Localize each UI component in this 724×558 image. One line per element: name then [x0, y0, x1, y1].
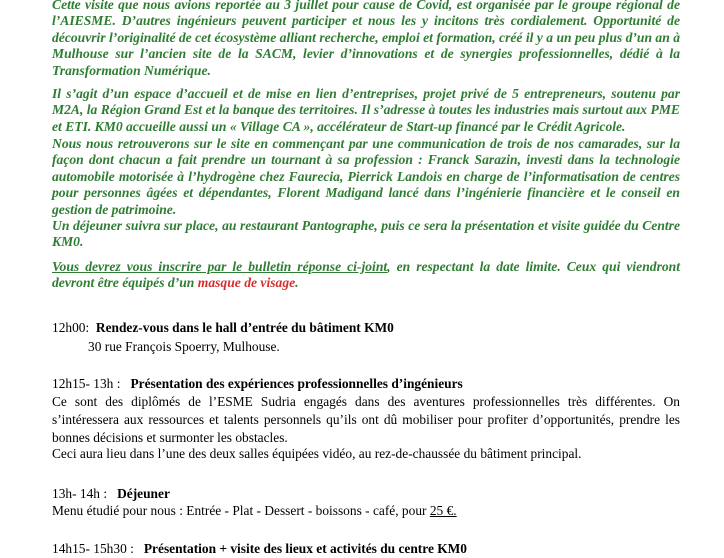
- intro-paragraph-2: Il s’agit d’un espace d’accueil et de mise en lien d’entreprises, projet privé de 5 entrepreneurs, soutenu par M2A, la Région Grand Est et la banque des territoires. Il s’adresse à toutes les industries mais surtout aux PME et ETI. KM0 accueille aussi un « Village CA », accélérateur de Start-up financé par le Crédit Agricole.: [52, 86, 680, 134]
- lunch-menu: Menu étudié pour nous : Entrée - Plat - Dessert - boissons - café, pour 25 €.: [52, 503, 457, 518]
- registration-notice: Vous devrez vous inscrire par le bulletin réponse ci-joint, en respectant la date limite. Ceux qui viendront devront être équipés d’un masque de visage.: [52, 259, 680, 291]
- schedule-title: Présentation + visite des lieux et activités du centre KM0: [143, 541, 467, 556]
- schedule-item-3: [52, 485, 682, 503]
- schedule-item-2-location: Ceci aura lieu dans l’une des deux salles équipées vidéo, au rez-de-chaussée du bâtiment principal.: [52, 446, 582, 461]
- intro-paragraph-3: Nous nous retrouverons sur le site en commençant par une communication de trois de nos camarades, sur la façon dont chacun a fait prendre un tournant à sa profession : Franck Sarazin, investi dans la technologie automobile motorisée à l’hydrogène chez Faurecia, Pierrick Landois en charge de l’informatisation de centres pour personnes âgées et dépendantes, Florent Madigand lancé dans l’ingénierie financière et le conseil en gestion de patrimoine.: [52, 136, 680, 217]
- schedule-time: 14h15- 15h30 :: [52, 541, 134, 556]
- schedule-item-4: [52, 540, 682, 558]
- schedule-time: 13h- 14h :: [52, 486, 108, 501]
- meeting-address: 30 rue François Spoerry, Mulhouse.: [88, 339, 280, 354]
- schedule-time: 12h00:: [52, 320, 90, 335]
- intro-paragraph-1: Cette visite que nous avions reportée au 3 juillet pour cause de Covid, est organisée par le groupe régional de l’AIESME. D’autres ingénieurs peuvent participer et nous les y incitons très cordialement. Opportunité de découvrir l’originalité de cet écosystème alliant recherche, emploi et formation, créé il y a un peu plus d’un an à Mulhouse sur l’ancien site de la SACM, levier d’innovations et de synergies professionnelles, dédié à la Transformation Numérique.: [52, 0, 680, 78]
- schedule-item-1: [52, 319, 682, 337]
- intro-paragraph-4: Un déjeuner suivra sur place, au restaurant Pantographe, puis ce sera la présentation et visite guidée du Centre KM0.: [52, 218, 680, 250]
- registration-link[interactable]: Vous devrez vous inscrire par le bulletin réponse ci-joint: [52, 259, 388, 274]
- schedule-title: Présentation des expériences professionnelles d’ingénieurs: [130, 376, 463, 391]
- schedule-item-2: [52, 375, 682, 393]
- schedule-item-2-description: Ce sont des diplômés de l’ESME Sudria engagés dans des aventures professionnelles très différentes. On s’intéressera aux ressources et talents personnels qu’ils ont dû mobiliser pour profiter d’opportunités, prendre les bonnes décisions et surmonter les obstacles.: [52, 394, 680, 446]
- schedule-title: Déjeuner: [117, 486, 170, 501]
- schedule-time: 12h15- 13h :: [52, 376, 121, 391]
- schedule-title: Rendez-vous dans le hall d’entrée du bâtiment KM0: [95, 320, 394, 335]
- mask-requirement: masque de visage: [197, 275, 296, 291]
- lunch-price: 25 €.: [429, 503, 457, 518]
